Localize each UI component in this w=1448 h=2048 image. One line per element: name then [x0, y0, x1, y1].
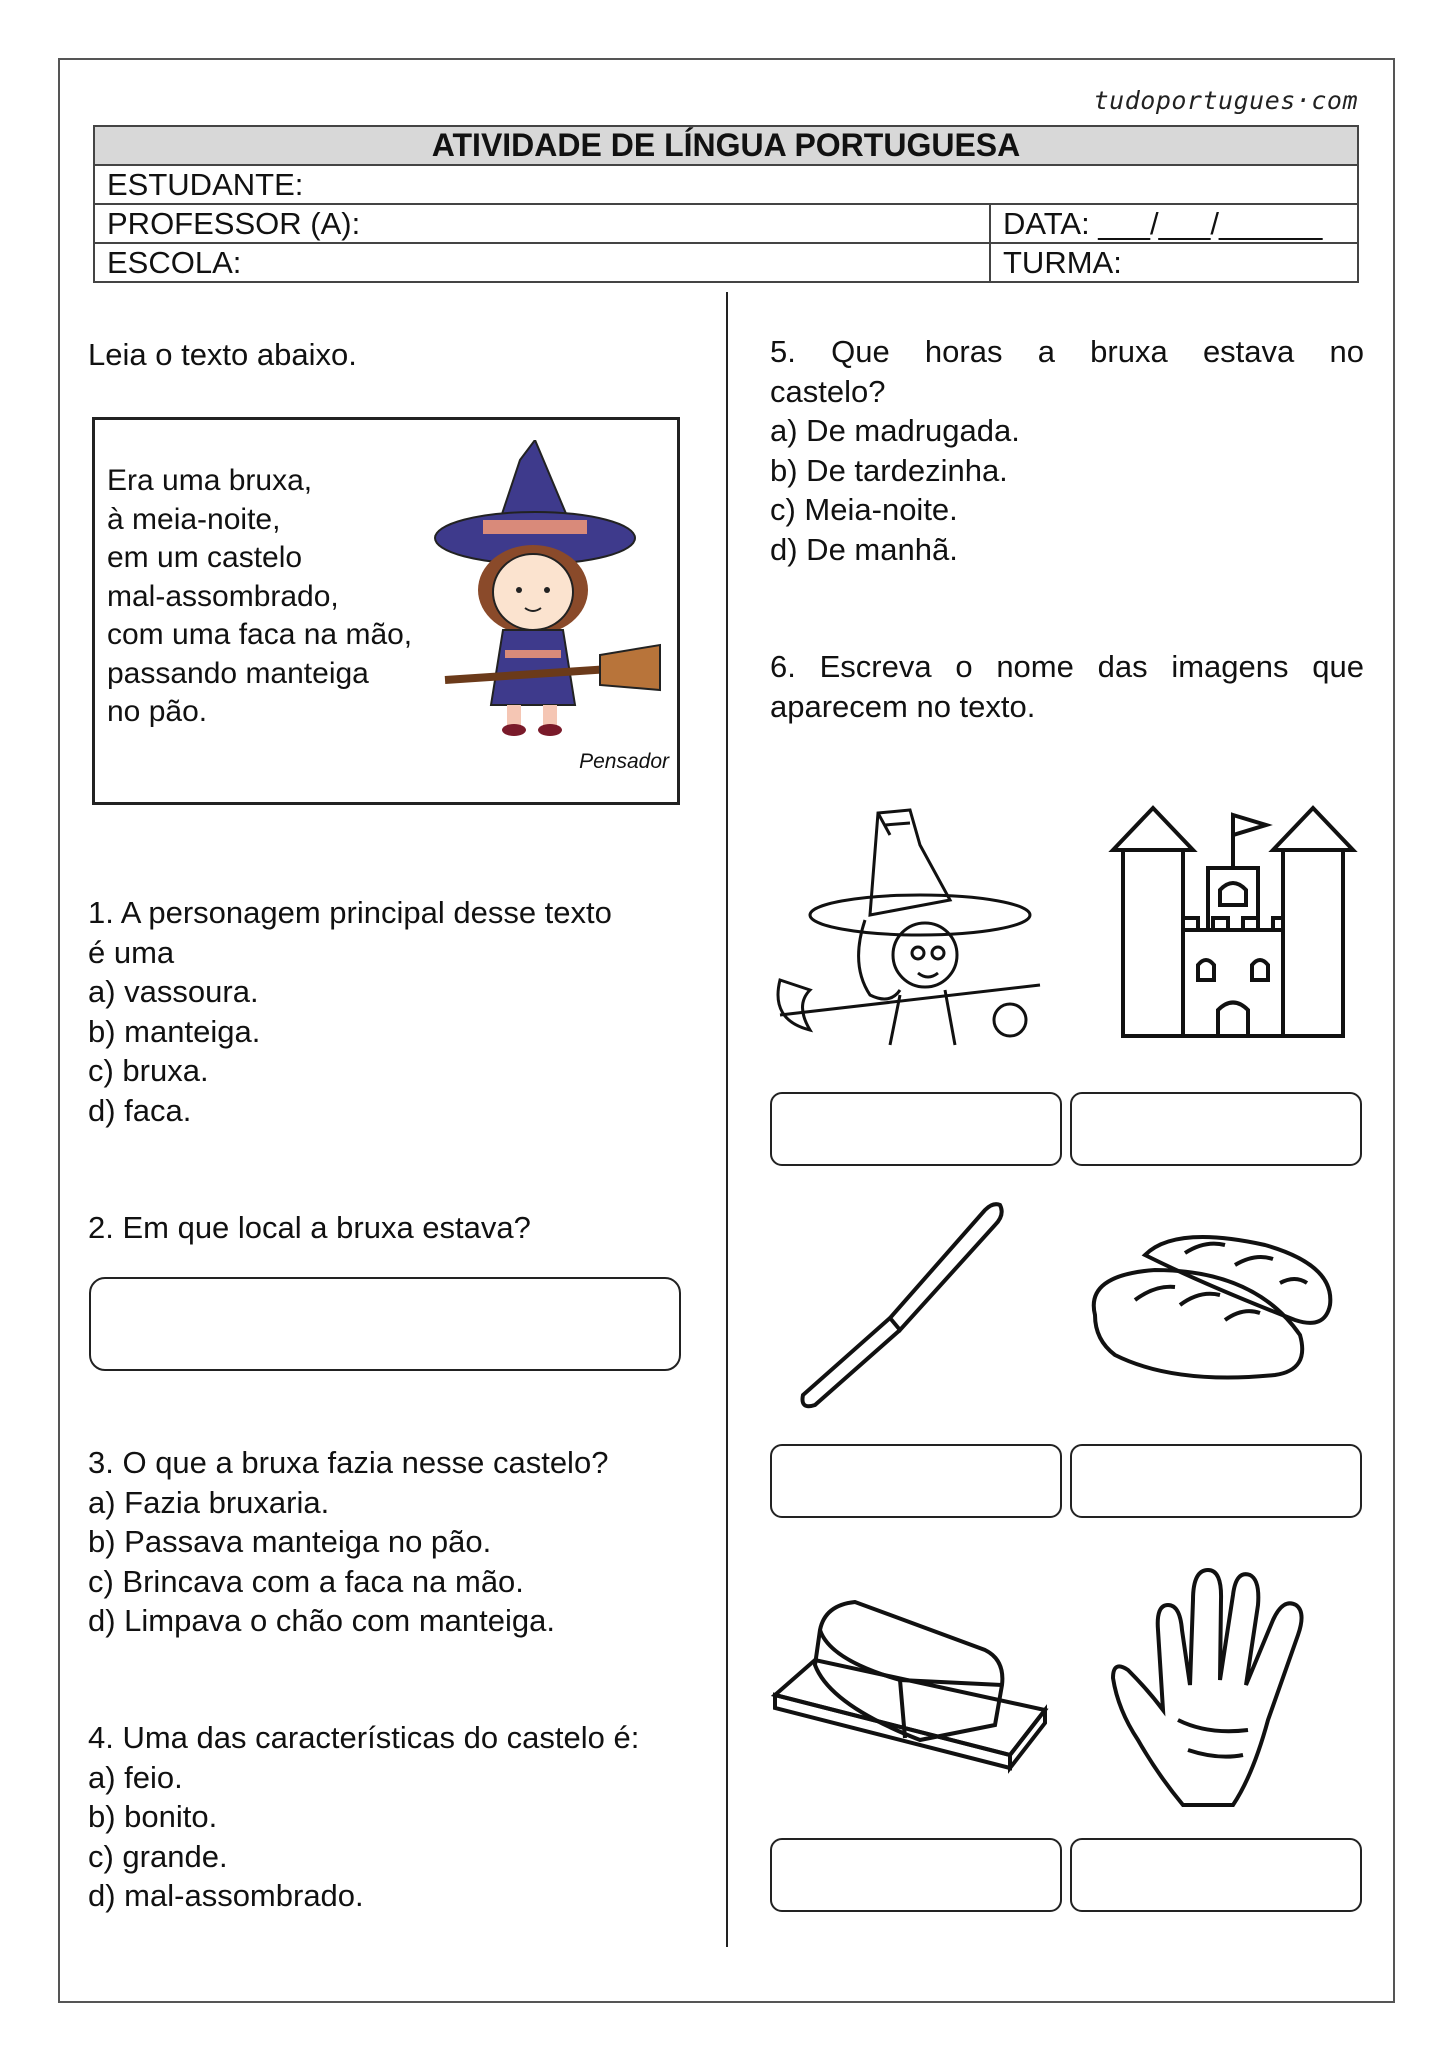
option[interactable]: a) De madrugada. — [770, 413, 1020, 448]
option[interactable]: c) bruxa. — [88, 1053, 209, 1088]
witch-color-icon — [425, 440, 665, 740]
option[interactable]: b) bonito. — [88, 1799, 218, 1834]
answer-box-butter[interactable] — [770, 1838, 1062, 1912]
question-6-text-cont: aparecem no texto. — [770, 688, 1036, 724]
witch-icon — [770, 805, 1050, 1055]
answer-box-witch[interactable] — [770, 1092, 1062, 1166]
option[interactable]: d) De manhã. — [770, 531, 958, 567]
column-divider — [726, 292, 728, 1947]
question-3 — [88, 1443, 708, 1641]
option[interactable]: c) grande. — [88, 1838, 228, 1874]
option[interactable]: a) vassoura. — [88, 974, 259, 1009]
hand-icon — [1108, 1560, 1348, 1810]
question-6 — [770, 647, 1364, 726]
question-5 — [770, 332, 1364, 569]
option[interactable]: c) Meia-noite. — [770, 492, 958, 527]
left-column — [88, 335, 698, 375]
poem-credit: Pensador — [579, 750, 669, 773]
option[interactable]: d) faca. — [88, 1092, 192, 1128]
question-4-text: 4. Uma das características do castelo é: — [88, 1720, 640, 1755]
poem-line: à meia-noite, — [107, 502, 281, 536]
option[interactable]: b) De tardezinha. — [770, 452, 1008, 488]
intro-text: Leia o texto abaixo. — [88, 337, 357, 372]
poem-line: com uma faca na mão, — [107, 618, 413, 651]
question-5-text-cont: castelo? — [770, 373, 886, 409]
option[interactable]: a) Fazia bruxaria. — [88, 1484, 330, 1520]
option[interactable]: b) manteiga. — [88, 1013, 261, 1049]
poem-text — [107, 462, 412, 732]
class-field[interactable]: TURMA: — [990, 243, 1358, 282]
answer-box-castle[interactable] — [1070, 1092, 1362, 1166]
date-field[interactable]: DATA: ___/___/______ — [990, 204, 1358, 243]
poem-line: Era uma bruxa, — [107, 464, 313, 497]
question-6-text: 6. Escreva o nome das imagens que — [770, 649, 1364, 684]
poem-line: no pão. — [107, 695, 208, 728]
poem-line: passando manteiga — [107, 656, 369, 690]
question-1-text: 1. A personagem principal desse texto — [88, 895, 612, 930]
poem-box — [92, 417, 680, 805]
header-table — [93, 125, 1359, 283]
castle-icon — [1108, 800, 1358, 1045]
answer-box-hand[interactable] — [1070, 1838, 1362, 1912]
poem-line: mal-assombrado, — [107, 579, 339, 613]
student-field[interactable]: ESTUDANTE: — [94, 165, 1358, 204]
bread-icon — [1085, 1225, 1340, 1390]
question-2-text: 2. Em que local a bruxa estava? — [88, 1210, 531, 1245]
option[interactable]: b) Passava manteiga no pão. — [88, 1524, 492, 1559]
site-watermark: tudoportugues·com — [1093, 86, 1358, 115]
option[interactable]: a) feio. — [88, 1759, 183, 1795]
teacher-field[interactable]: PROFESSOR (A): — [94, 204, 990, 243]
question-1 — [88, 893, 708, 1130]
option[interactable]: d) mal-assombrado. — [88, 1878, 364, 1913]
option[interactable]: c) Brincava com a faca na mão. — [88, 1563, 524, 1599]
question-1-text-cont: é uma — [88, 934, 175, 970]
poem-line: em um castelo — [107, 541, 303, 574]
answer-box-q2[interactable] — [89, 1277, 681, 1371]
question-5-text: 5. Que horas a bruxa estava no — [770, 334, 1364, 369]
option[interactable]: d) Limpava o chão com manteiga. — [88, 1603, 555, 1638]
knife-icon — [795, 1200, 1010, 1410]
question-4 — [88, 1718, 718, 1916]
butter-icon — [770, 1590, 1050, 1780]
school-field[interactable]: ESCOLA: — [94, 243, 990, 282]
page-title: ATIVIDADE DE LÍNGUA PORTUGUESA — [94, 126, 1358, 165]
answer-box-knife[interactable] — [770, 1444, 1062, 1518]
answer-box-bread[interactable] — [1070, 1444, 1362, 1518]
question-3-text: 3. O que a bruxa fazia nesse castelo? — [88, 1445, 609, 1480]
